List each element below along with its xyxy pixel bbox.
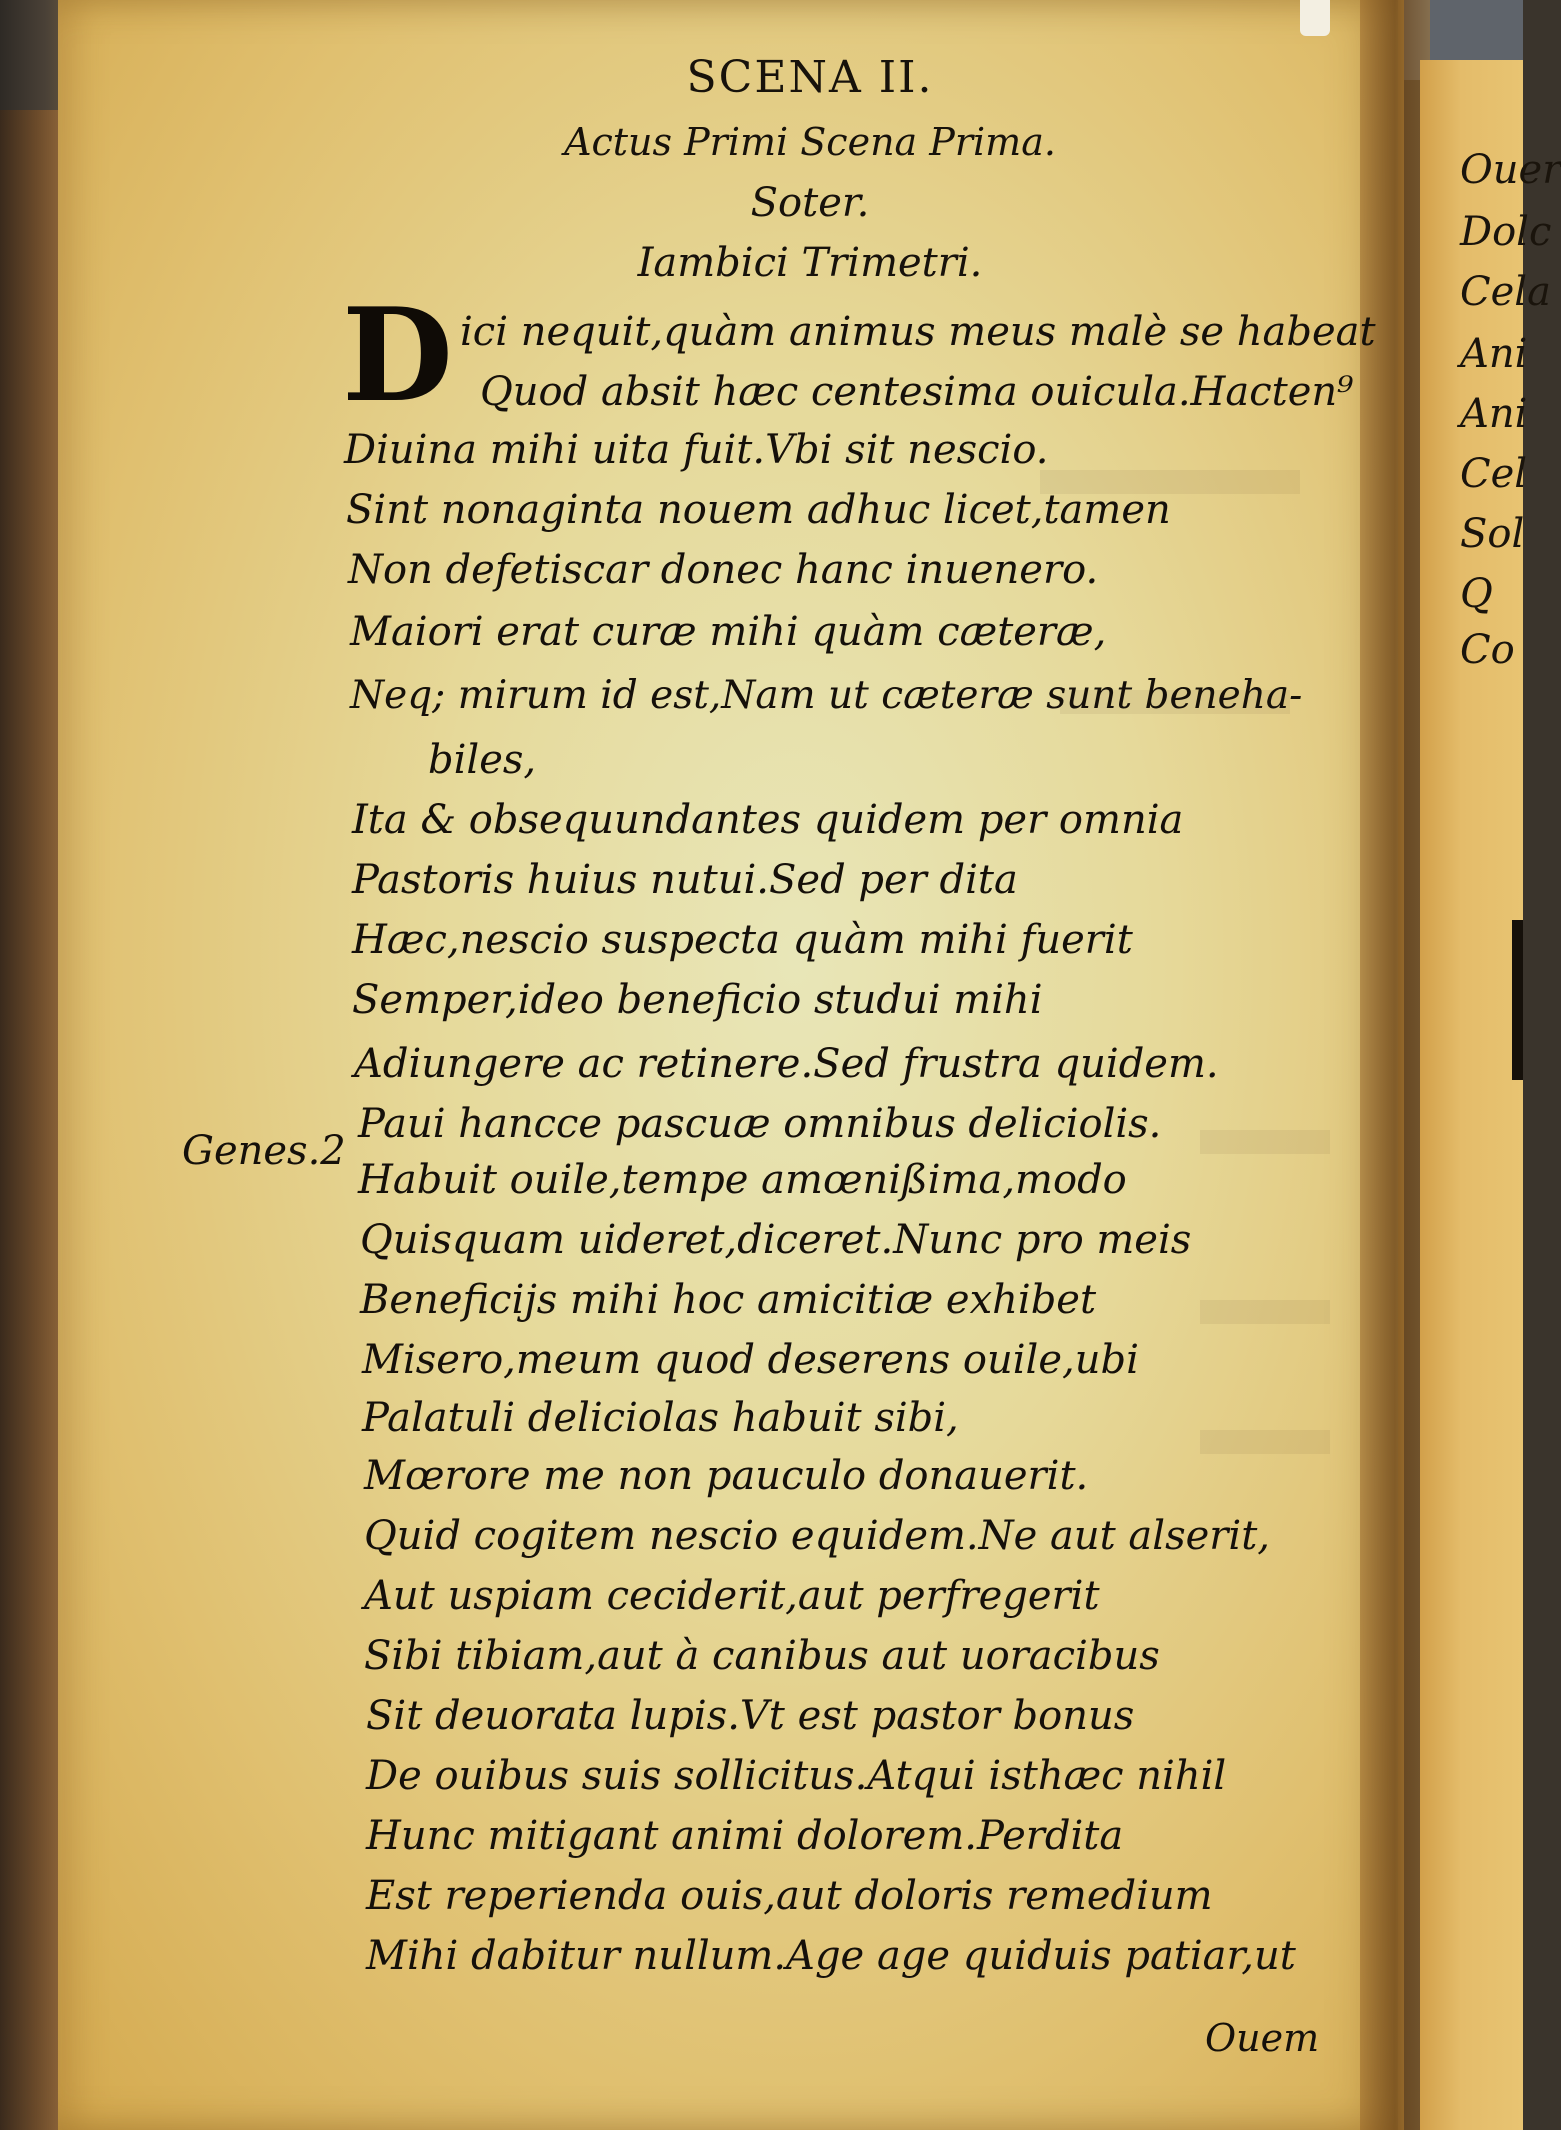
marginal-note: Genes.2 xyxy=(182,1128,346,1174)
verse-line: Est reperienda ouis,aut doloris remedium xyxy=(366,1873,1213,1919)
act-heading: Actus Primi Scena Prima. xyxy=(564,120,1056,164)
verse-line: biles, xyxy=(428,737,537,783)
verse-line: Palatuli deliciolas habuit sibi, xyxy=(362,1395,959,1441)
meter-heading: Iambici Trimetri. xyxy=(637,240,983,286)
verse-line: Pastoris huius nutui.Sed per dita xyxy=(352,857,1018,903)
drop-cap: D xyxy=(342,281,453,431)
verse-line: Mœrore me non pauculo donauerit. xyxy=(364,1453,1089,1499)
verse-line: Hunc mitigant animi dolorem.Perdita xyxy=(366,1813,1124,1859)
verse-line: Sibi tibiam,aut à canibus aut uoracibus xyxy=(364,1633,1160,1679)
verse-line: Adiungere ac retinere.Sed frustra quidem. xyxy=(354,1041,1219,1087)
speaker-name: Soter. xyxy=(750,180,870,226)
facing-page-fragment: Ouer xyxy=(1460,147,1561,193)
verse-line: ici nequit,quàm animus meus malè se habeat xyxy=(460,309,1376,355)
facing-page-fragment: Cel xyxy=(1460,451,1528,497)
facing-page-fragment: Sol xyxy=(1460,511,1525,557)
verse-line: Aut uspiam ceciderit,aut perfregerit xyxy=(364,1573,1100,1619)
paper-bookmark xyxy=(1300,0,1330,36)
verse-line: Misero,meum quod deserens ouile,ubi xyxy=(362,1337,1139,1383)
show-through-mark xyxy=(1200,1430,1330,1454)
verse-line: Quisquam uideret,diceret.Nunc pro meis xyxy=(360,1217,1192,1263)
verse-line: Habuit ouile,tempe amœnißima,modo xyxy=(358,1157,1127,1203)
facing-page-fragment: Cela xyxy=(1460,269,1551,315)
verse-line: Sint nonaginta nouem adhuc licet,tamen xyxy=(346,487,1171,533)
verse-line: Hæc,nescio suspecta quàm mihi fuerit xyxy=(352,917,1133,963)
verse-line: Beneficijs mihi hoc amicitiæ exhibet xyxy=(360,1277,1097,1323)
verse-line: Diuina mihi uita fuit.Vbi sit nescio. xyxy=(344,427,1049,473)
facing-page-fragment: Q xyxy=(1460,571,1493,617)
facing-page-fragment: Co xyxy=(1460,627,1515,673)
verse-line: Neq; mirum id est,Nam ut cæteræ sunt beneha- xyxy=(350,673,1303,718)
verse-line: Paui hancce pascuæ omnibus deliciolis. xyxy=(358,1101,1162,1147)
verse-line: Ita & obsequundantes quidem per omnia xyxy=(352,797,1184,843)
facing-page-fragment: Ani xyxy=(1460,391,1528,437)
catchword: Ouem xyxy=(1205,2016,1320,2060)
book-cover-edge xyxy=(0,110,60,2130)
show-through-mark xyxy=(1200,1300,1330,1324)
facing-page-fragment: Ani xyxy=(1460,331,1528,377)
running-head: SCENA II. xyxy=(686,52,934,103)
verse-line: Quod absit hæc centesima ouicula.Hacten⁹ xyxy=(480,369,1354,415)
verse-line: De ouibus suis sollicitus.Atqui isthæc nihil xyxy=(366,1753,1227,1799)
verse-line: Sit deuorata lupis.Vt est pastor bonus xyxy=(366,1693,1135,1739)
verse-line: Maiori erat curæ mihi quàm cæteræ, xyxy=(350,609,1107,655)
show-through-mark xyxy=(1200,1130,1330,1154)
facing-page-fragment: Dolc xyxy=(1460,209,1552,255)
verse-line: Semper,ideo beneficio studui mihi xyxy=(352,977,1043,1023)
verse-line: Quid cogitem nescio equidem.Ne aut alserit, xyxy=(364,1513,1270,1559)
verse-line: Mihi dabitur nullum.Age age quiduis patiar,ut xyxy=(366,1933,1296,1979)
facing-page-block xyxy=(1512,920,1523,1080)
verse-line: Non defetiscar donec hanc inuenero. xyxy=(348,547,1099,593)
